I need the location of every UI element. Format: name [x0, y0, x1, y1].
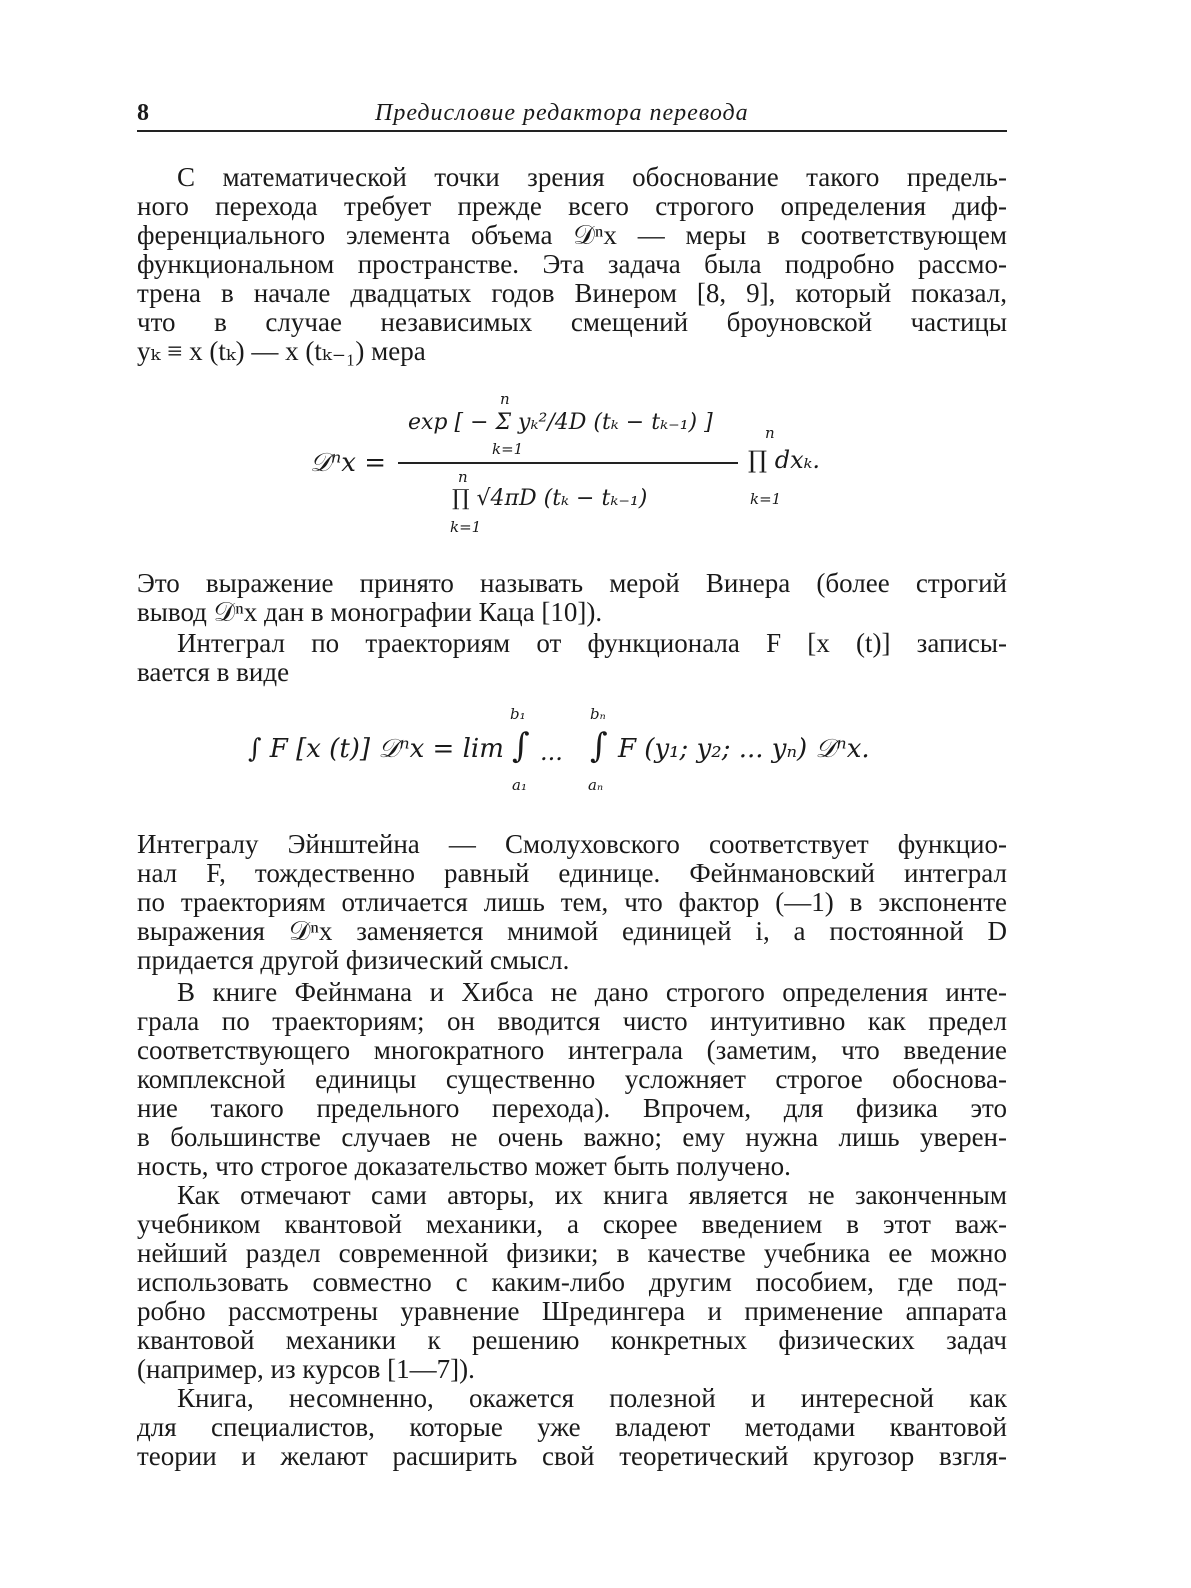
formula-numerator: exp [ − Σ yₖ²/4D (tₖ − tₖ₋₁) ] [408, 410, 713, 435]
page-number: 8 [137, 100, 149, 126]
text-line: нал F, тождественно равный единице. Фейнмановский интеграл [137, 858, 1007, 888]
text-line: Книга, несомненно, окажется полезной и интересной как [177, 1383, 1007, 1413]
integral-sign-icon: ∫ [512, 726, 530, 766]
text-line: выражения 𝒟ⁿx заменяется мнимой единицей i, а постоянной D [137, 916, 1007, 946]
text-line: в большинстве случаев не очень важно; ему нужна лишь уверен- [137, 1122, 1007, 1152]
paragraph-2 [137, 569, 1007, 627]
text-line: ность, что строгое доказательство может быть получено. [137, 1151, 791, 1181]
paragraph-4 [137, 830, 1007, 975]
text-line: Это выражение принято называть мерой Винера (более строгий [137, 568, 1007, 598]
fraction-bar [398, 462, 738, 464]
paragraph-7 [137, 1384, 1007, 1471]
text-line: Интеграл по траекториям от функционала F [x (t)] записы- [177, 628, 1007, 658]
paragraph-1 [137, 163, 1007, 366]
paragraph-6 [137, 1181, 1007, 1384]
text-line: по траекториям отличается лишь тем, что фактор (—1) в экспоненте [137, 887, 1007, 917]
product-term: ∏ dxₖ. [748, 446, 821, 474]
integral-upper-limit: b₁ [510, 705, 526, 723]
text-line: yₖ ≡ x (tₖ) — x (tₖ₋₁) мера [137, 336, 426, 366]
product-lower-limit: k=1 [450, 518, 482, 536]
text-line: ного перехода требует прежде всего строгого определения диф- [137, 191, 1007, 221]
text-line: вывод 𝒟ⁿx дан в монографии Каца [10]). [137, 597, 603, 627]
text-line: ференциального элемента объема 𝒟ⁿx — меры в соответствующем [137, 220, 1007, 250]
text-line: Интегралу Эйнштейна — Смолуховского соответствует функцио- [137, 829, 1007, 859]
text-line: для специалистов, которые уже владеют методами квантовой [137, 1412, 1007, 1442]
running-title: Предисловие редактора перевода [375, 100, 749, 126]
integral-lower-limit: aₙ [588, 776, 604, 794]
text-line: придается другой физический смысл. [137, 945, 570, 975]
text-line: квантовой механики к решению конкретных физических задач [137, 1325, 1007, 1355]
integral-upper-limit: bₙ [590, 705, 606, 723]
formula-rhs: F (y₁; y₂; ... yₙ) 𝒟ⁿx. [618, 734, 870, 764]
integral-sign-icon: ∫ [590, 726, 608, 766]
formula-lhs: 𝒟ⁿx = [310, 448, 386, 478]
text-line: теории и желают расширить свой теоретический кругозор взгля- [137, 1441, 1007, 1471]
text-line: грала по траекториям; он вводится чисто интуитивно как предел [137, 1006, 1007, 1036]
product-upper-limit: n [765, 424, 775, 442]
text-line: учебником квантовой механики, а скорее введением в этот важ- [137, 1209, 1007, 1239]
text-line: ние такого предельного перехода). Впрочем, для физика это [137, 1093, 1007, 1123]
text-line: Как отмечают сами авторы, их книга является не законченным [177, 1180, 1007, 1210]
header-rule [137, 130, 1007, 132]
text-line: нейший раздел современной физики; в качестве учебника ее можно [137, 1238, 1007, 1268]
formula-denominator: ∏ √4πD (tₖ − tₖ₋₁) [452, 486, 648, 511]
text-line: комплексной единицы существенно усложняет строгое обоснова- [137, 1064, 1007, 1094]
integral-dots: ... [540, 738, 563, 766]
formula-lhs: ∫ F [x (t)] 𝒟ⁿx = lim [248, 734, 504, 764]
sum-lower-limit: k=1 [492, 440, 524, 458]
text-line: использовать совместно с каким-либо другим пособием, где под- [137, 1267, 1007, 1297]
text-line: соответствующего многократного интеграла (заметим, что введение [137, 1035, 1007, 1065]
paragraph-3 [137, 629, 1007, 687]
text-line: робно рассмотрены уравнение Шредингера и применение аппарата [137, 1296, 1007, 1326]
text-line: трена в начале двадцатых годов Винером [8, 9], который показал, [137, 278, 1007, 308]
integral-lower-limit: a₁ [512, 776, 527, 794]
text-line: В книге Фейнмана и Хибса не дано строгого определения инте- [177, 977, 1007, 1007]
text-line: функциональном пространстве. Эта задача была подробно рассмо- [137, 249, 1007, 279]
text-line: вается в виде [137, 657, 290, 687]
running-header [137, 100, 1007, 130]
text-line: (например, из курсов [1—7]). [137, 1354, 475, 1384]
text-line: что в случае независимых смещений броуновской частицы [137, 307, 1007, 337]
sum-upper-limit: n [500, 390, 510, 408]
text-line: С математической точки зрения обоснование такого предель- [177, 162, 1007, 192]
product-lower-limit: k=1 [750, 490, 782, 508]
product-upper-limit: n [458, 468, 468, 486]
paragraph-5 [137, 978, 1007, 1181]
